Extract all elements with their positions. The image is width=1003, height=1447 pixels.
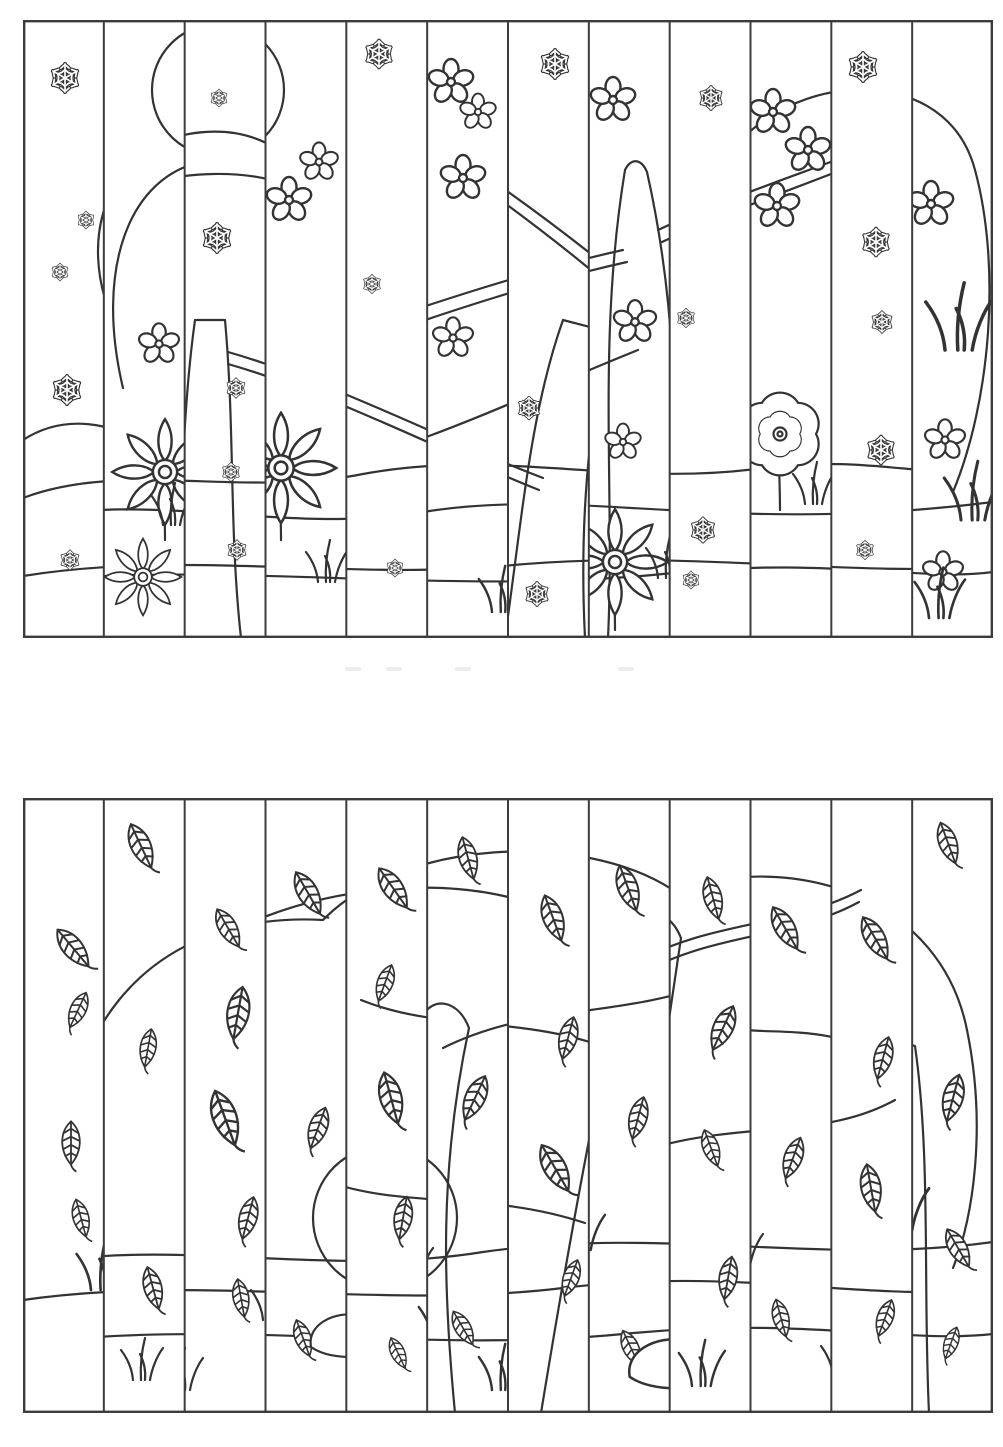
leaf-icon — [854, 912, 899, 970]
leaf-icon — [532, 1140, 582, 1204]
leaf-icon — [209, 905, 250, 958]
blossom-icon — [439, 155, 487, 201]
rock-icon — [629, 1339, 724, 1388]
leaf-icon — [867, 1035, 897, 1088]
leaf-icon — [371, 863, 420, 920]
grass-tuft-icon — [679, 1340, 725, 1386]
faint-mark — [618, 667, 634, 671]
blossom-icon — [784, 127, 832, 173]
snowflake-icon — [862, 229, 889, 256]
rose-flower-icon — [741, 393, 818, 476]
leaf-icon — [454, 835, 484, 888]
snowflake-icon — [699, 87, 722, 110]
snowflake-icon — [363, 275, 381, 292]
snowflake-icon — [228, 541, 247, 559]
leaf-icon — [60, 989, 93, 1036]
leaf-icon — [935, 1072, 969, 1131]
scene-line — [361, 1000, 621, 1053]
leaf-icon — [939, 1225, 980, 1278]
snowflake-icon — [51, 64, 79, 92]
snowflake-icon — [849, 53, 877, 81]
snowflake-icon — [387, 560, 403, 576]
leaf-icon — [937, 1325, 964, 1367]
leaf-icon — [869, 1297, 899, 1345]
scene-line — [133, 174, 295, 190]
grass-tuft-icon — [793, 462, 835, 504]
leaf-icon — [50, 923, 101, 979]
leaf-icon — [300, 1105, 334, 1159]
daisy-flower-icon — [226, 413, 336, 523]
snowflake-icon — [61, 551, 80, 569]
grass-tuft-icon — [926, 283, 993, 350]
sun-icon — [313, 1146, 457, 1290]
leaf-icon — [535, 892, 573, 951]
leaf-icon — [932, 820, 966, 874]
snowflake-icon — [691, 518, 715, 542]
leaf-icon — [699, 875, 729, 928]
grass-tuft-icon — [821, 1334, 863, 1376]
daisy-flower-icon — [105, 539, 182, 616]
snowflake-icon — [541, 50, 569, 78]
leaf-icon — [136, 1028, 160, 1075]
scene-line — [353, 250, 627, 342]
daisy-flower-icon — [112, 419, 218, 525]
leaf-icon — [139, 1265, 169, 1318]
leaf-icon — [374, 1070, 411, 1135]
blossom-icon — [749, 89, 797, 135]
faint-mark — [386, 667, 402, 671]
grass-tuft-icon — [479, 1344, 525, 1390]
blossom-icon — [753, 183, 801, 229]
leaf-icon — [700, 1002, 742, 1061]
snowflake-icon — [365, 41, 392, 68]
strip-borders — [24, 20, 992, 638]
leaf-icon — [764, 902, 809, 960]
grass-tuft-icon — [77, 1240, 127, 1290]
grass-tuft-icon — [646, 536, 688, 578]
blossom-icon — [265, 177, 313, 223]
snowflake-icon — [867, 437, 894, 464]
blossom-icon — [612, 300, 658, 344]
grass-tuft-icon — [306, 540, 348, 582]
strip-borders — [24, 798, 992, 1413]
leaf-icon — [62, 1121, 80, 1171]
scene-line — [164, 434, 780, 630]
leaf-icon — [68, 1197, 95, 1244]
snowflake-icon — [52, 264, 68, 280]
grass-tuft-icon — [874, 1175, 929, 1230]
snowflake-icon — [211, 90, 227, 106]
leaf-icon — [204, 1087, 250, 1158]
leaf-icon — [857, 1163, 886, 1222]
grass-tuft-icon — [121, 1338, 163, 1380]
rock-icon — [311, 1314, 394, 1357]
leaf-icon — [552, 1015, 582, 1068]
leaf-icon — [230, 1278, 254, 1325]
snowflake-icon — [683, 572, 699, 588]
grass-tuft-icon — [151, 483, 193, 525]
faint-mark — [345, 667, 361, 671]
blossom-icon — [589, 77, 637, 123]
snowflake-icon — [525, 583, 548, 606]
snowflake-icon — [222, 463, 240, 480]
snowflake-icon — [856, 541, 874, 558]
scene-line — [645, 1100, 895, 1150]
scene-line — [443, 983, 891, 1060]
leaf-icon — [446, 1307, 482, 1354]
snowflake-icon — [203, 224, 231, 252]
blossom-icon — [427, 59, 475, 105]
blossom-icon — [137, 323, 181, 364]
leaf-icon — [610, 862, 648, 921]
leaf-icon — [232, 1195, 262, 1248]
leaf-icon — [122, 820, 164, 879]
leaf-icon — [221, 985, 253, 1049]
leaf-icon — [389, 1195, 415, 1248]
blossom-icon — [923, 419, 967, 460]
leaf-icon — [775, 1135, 809, 1189]
blossom-icon — [431, 317, 475, 358]
leaf-icon — [369, 962, 399, 1010]
grass-tuft-icon — [251, 1278, 293, 1320]
agamograph-panel-summer-autumn — [23, 798, 993, 1413]
blossom-icon — [298, 142, 339, 181]
grass-tuft-icon — [479, 566, 525, 612]
leaf-icon — [622, 1095, 652, 1148]
scene-line — [66, 851, 977, 1268]
snowflake-icon — [872, 312, 893, 333]
grass-tuft-icon — [597, 1250, 647, 1300]
leaf-icon — [287, 867, 332, 925]
leaf-icon — [768, 1297, 795, 1344]
snowflake-icon — [78, 212, 94, 228]
agamograph-panel-winter-spring — [23, 20, 993, 638]
faint-mark — [455, 667, 471, 671]
scene-line — [188, 888, 543, 958]
blossom-icon — [907, 181, 955, 227]
grass-tuft-icon — [161, 1348, 203, 1390]
snowflake-icon — [53, 376, 81, 404]
scene-line — [418, 350, 638, 440]
leaf-icon — [385, 1335, 414, 1376]
snowflake-icon — [677, 309, 695, 326]
grass-tuft-icon — [944, 461, 993, 520]
scene-line — [875, 1038, 929, 1413]
